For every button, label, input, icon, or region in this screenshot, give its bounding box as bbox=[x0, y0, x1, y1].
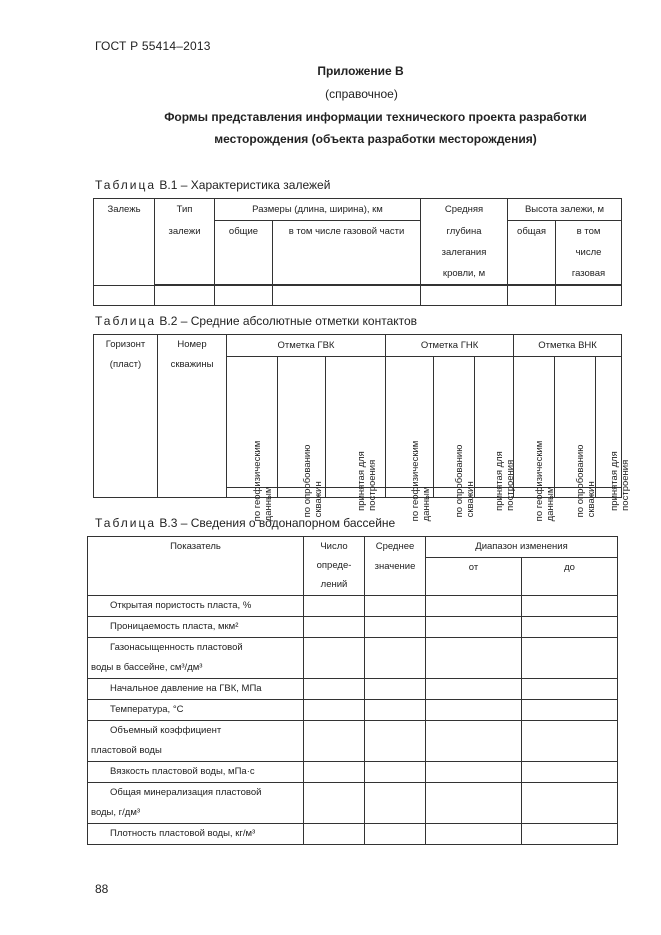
table-cell bbox=[522, 617, 618, 638]
table-cell bbox=[522, 638, 618, 679]
t2-sub-pr: принятая для построения bbox=[596, 357, 622, 488]
table-cell-label bbox=[88, 762, 304, 783]
appendix-type: (справочное) bbox=[325, 87, 398, 101]
table-cell bbox=[522, 700, 618, 721]
t2-sub-pr: принятая для построения bbox=[475, 357, 514, 488]
table2-caption-text: В.2 – Средние абсолютные отметки контактов bbox=[159, 314, 418, 328]
table-cell bbox=[522, 762, 618, 783]
table-cell bbox=[426, 617, 522, 638]
table-row bbox=[88, 679, 618, 700]
t2-h-gvk: Отметка ГВК bbox=[227, 335, 386, 357]
t3-h-chislo3: лений bbox=[320, 579, 348, 590]
table-cell bbox=[304, 679, 365, 700]
t1-h-vtom2: числе bbox=[575, 247, 602, 258]
table-cell bbox=[426, 721, 522, 762]
t3-h-chislo2: опреде- bbox=[316, 560, 352, 571]
t2-h-gor2: (пласт) bbox=[109, 359, 142, 370]
table-cell bbox=[304, 762, 365, 783]
t1-h-gaz: в том числе газовой части bbox=[273, 221, 421, 286]
t2-sub-geo: по геофизическим данным bbox=[386, 357, 434, 488]
t3-h-sred1: Среднее bbox=[375, 541, 415, 552]
table2-caption-prefix: Таблица bbox=[95, 314, 157, 328]
t2-sub-pr: принятая для построения bbox=[326, 357, 386, 488]
table-row bbox=[88, 762, 618, 783]
table-cell bbox=[304, 721, 365, 762]
table1 bbox=[93, 198, 622, 306]
t3-h-sred bbox=[365, 537, 426, 596]
table-row bbox=[88, 824, 618, 845]
page-number: 88 bbox=[95, 882, 109, 896]
section-title-line2: месторождения (объекта разработки месторождения) bbox=[214, 132, 537, 146]
t1-h-vtom1: в том bbox=[576, 226, 601, 237]
table-cell bbox=[426, 679, 522, 700]
table-cell bbox=[426, 783, 522, 824]
t1-h-sred3: залегания bbox=[441, 246, 487, 258]
t1-h-razmery: Размеры (длина, ширина), км bbox=[215, 199, 421, 221]
table2 bbox=[93, 334, 631, 522]
table-cell bbox=[304, 617, 365, 638]
table-cell-label bbox=[88, 617, 304, 638]
table-cell bbox=[365, 679, 426, 700]
t1-h-sred-rest bbox=[421, 221, 508, 286]
table-cell bbox=[426, 596, 522, 617]
table-row bbox=[88, 617, 618, 638]
table2-caption bbox=[95, 314, 417, 328]
table-cell bbox=[365, 721, 426, 762]
t2-sub-opr: по опробованию скважин bbox=[278, 357, 326, 488]
table1-caption-text: В.1 – Характеристика залежей bbox=[159, 178, 331, 192]
t1-h-vtom bbox=[556, 221, 622, 286]
t2-h-nom1: Номер bbox=[177, 339, 207, 350]
t2-h-gor bbox=[94, 335, 158, 488]
t3-h-ot: от bbox=[426, 558, 522, 596]
row-label-line1: Начальное давление на ГВК, МПа bbox=[110, 683, 262, 694]
table-row bbox=[88, 596, 618, 617]
t2-h-gnk: Отметка ГНК bbox=[386, 335, 514, 357]
row-label-line1: Проницаемость пласта, мкм² bbox=[110, 621, 239, 632]
t1-h-vtom3: газовая bbox=[571, 268, 606, 279]
t1-h-sred2: глубина bbox=[446, 225, 482, 237]
row-label-line2: воды в бассейне, см³/дм³ bbox=[91, 662, 203, 673]
t1-h-obshchaya: общая bbox=[508, 221, 556, 286]
row-label-line1: Температура, °С bbox=[110, 704, 184, 715]
table3-caption-text: В.3 – Сведения о водонапорном бассейне bbox=[159, 516, 396, 530]
t3-h-chislo1: Число bbox=[320, 541, 348, 552]
table-row bbox=[88, 721, 618, 762]
table1-caption bbox=[95, 178, 330, 192]
t1-h-tip1: Тип bbox=[155, 199, 215, 221]
row-label-line2: воды, г/дм³ bbox=[91, 807, 141, 818]
t2-h-gor1: Горизонт bbox=[105, 339, 146, 350]
table-cell bbox=[522, 783, 618, 824]
t3-h-pok: Показатель bbox=[88, 537, 304, 596]
t1-h-sred1: Средняя bbox=[421, 199, 508, 221]
table-cell bbox=[522, 596, 618, 617]
t2-sub-geo: по геофизическим данным bbox=[227, 357, 278, 488]
table-cell bbox=[426, 762, 522, 783]
row-label-line1: Плотность пластовой воды, кг/м³ bbox=[110, 828, 256, 839]
t2-h-nom bbox=[158, 335, 227, 488]
t3-h-diap: Диапазон изменения bbox=[426, 537, 618, 558]
table-cell bbox=[522, 679, 618, 700]
t1-h-zalezh: Залежь bbox=[94, 199, 155, 286]
table-cell-label bbox=[88, 721, 304, 762]
t2-sub-geo: по геофизическим данным bbox=[514, 357, 555, 488]
table-cell bbox=[522, 824, 618, 845]
t1-h-sred4: кровли, м bbox=[442, 267, 486, 279]
row-label-line1: Открытая пористость пласта, % bbox=[110, 600, 252, 611]
table-row bbox=[88, 638, 618, 679]
row-label-line2: пластовой воды bbox=[91, 745, 162, 756]
table-row bbox=[88, 700, 618, 721]
table-cell-label bbox=[88, 783, 304, 824]
table-cell bbox=[365, 783, 426, 824]
table-cell bbox=[365, 762, 426, 783]
t2-sub-opr: по опробованию скважин bbox=[434, 357, 475, 488]
table1-caption-prefix: Таблица bbox=[95, 178, 157, 192]
t1-h-vys: Высота залежи, м bbox=[508, 199, 622, 221]
row-label-line1: Вязкость пластовой воды, мПа·с bbox=[110, 766, 255, 777]
t3-h-do: до bbox=[522, 558, 618, 596]
table-cell bbox=[365, 824, 426, 845]
table-cell bbox=[522, 721, 618, 762]
row-label-line1: Объемный коэффициент bbox=[110, 725, 222, 736]
table-cell bbox=[426, 824, 522, 845]
table-cell bbox=[304, 638, 365, 679]
table-cell-label bbox=[88, 679, 304, 700]
table-cell bbox=[365, 638, 426, 679]
t3-h-sred2: значение bbox=[374, 561, 416, 572]
table-cell-label bbox=[88, 700, 304, 721]
table3-caption bbox=[95, 516, 395, 530]
table3-caption-prefix: Таблица bbox=[95, 516, 157, 530]
t2-h-vnk: Отметка ВНК bbox=[514, 335, 622, 357]
row-label-line1: Газонасыщенность пластовой bbox=[110, 642, 243, 653]
table-cell bbox=[304, 824, 365, 845]
row-label-line1: Общая минерализация пластовой bbox=[110, 787, 262, 798]
table-cell bbox=[304, 783, 365, 824]
t1-h-tip2: залежи bbox=[155, 221, 215, 286]
table-row bbox=[94, 285, 622, 305]
t2-h-nom2: скважины bbox=[170, 359, 214, 370]
table-cell bbox=[426, 700, 522, 721]
t3-h-chislo bbox=[304, 537, 365, 596]
table3 bbox=[87, 536, 618, 845]
table-cell bbox=[365, 596, 426, 617]
table-cell bbox=[365, 700, 426, 721]
table-cell bbox=[304, 700, 365, 721]
t2-sub-opr: по опробованию скважин bbox=[555, 357, 596, 488]
table-cell bbox=[304, 596, 365, 617]
t1-h-obshchie: общие bbox=[215, 221, 273, 286]
table-cell-label bbox=[88, 824, 304, 845]
document-header: ГОСТ Р 55414–2013 bbox=[95, 39, 211, 53]
appendix-title: Приложение В bbox=[317, 64, 404, 78]
table-cell-label bbox=[88, 596, 304, 617]
table-cell-label bbox=[88, 638, 304, 679]
table-row bbox=[88, 783, 618, 824]
table-cell bbox=[365, 617, 426, 638]
table-cell bbox=[426, 638, 522, 679]
section-title-line1: Формы представления информации технического проекта разработки bbox=[164, 110, 587, 124]
